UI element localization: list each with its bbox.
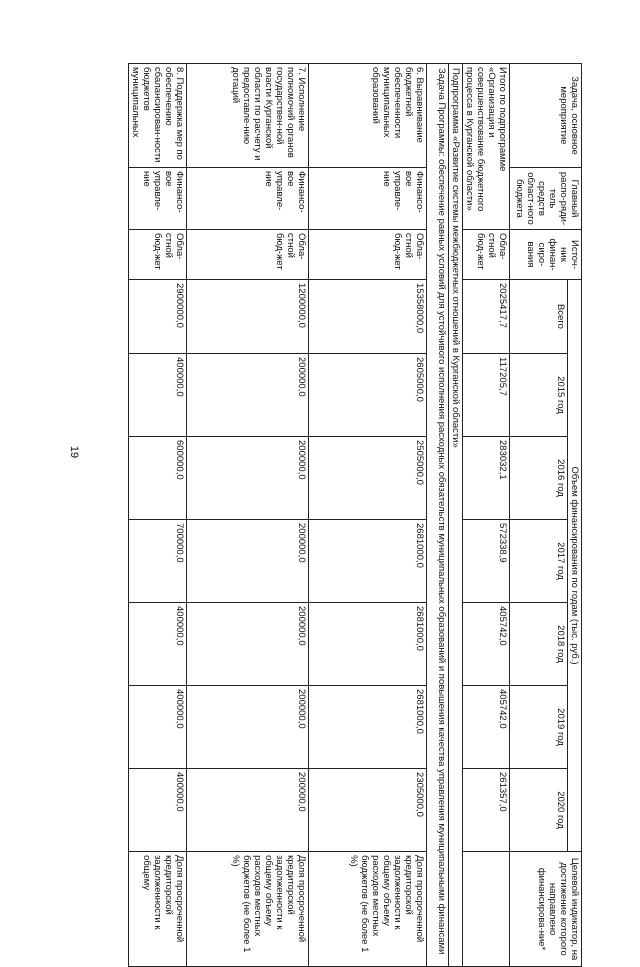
header-year: 2015 год: [510, 354, 568, 437]
header-indicator: Целевой индикатор, на достижение которого направлено финансирова-ние*: [510, 852, 582, 967]
subtotal-value: 283032,1: [463, 437, 510, 520]
header-volume: Объем финансирования по годам (тыс. руб.): [568, 280, 582, 852]
page-number: 19: [68, 445, 81, 459]
budget-table-sheet: [96, 63, 582, 966]
row-total: 15358000,0: [309, 280, 427, 354]
row-indicator: Доля просроченной кредиторской задолженности к общему объему расходов местных бюджетов (не более 1 %): [309, 852, 427, 967]
table-row: [187, 64, 309, 967]
row-value: 700000,0: [129, 520, 187, 603]
row-task: 7. Исполнение полномочий органов государствен-ной власти Курганской области по расчету и предоставле-нию дотаций: [187, 64, 309, 168]
subtotal-indicator: [463, 852, 510, 967]
financing-table: [128, 63, 582, 967]
row-value: 200000,0: [187, 520, 309, 603]
row-value: 400000,0: [129, 603, 187, 686]
row-value: 2505000,0: [309, 437, 427, 520]
row-source: Обла-стной бюд-жет: [309, 230, 427, 280]
row-value: 200000,0: [187, 437, 309, 520]
row-source: Обла-стной бюд-жет: [187, 230, 309, 280]
row-total: 2900000,0: [129, 280, 187, 354]
row-task: 6. Выравнивание бюджетной обеспеченности муниципальных образований: [309, 64, 427, 168]
row-manager: Финансо-вое управле-ние: [129, 168, 187, 230]
row-task: 8. Поддержка мер по обеспечению сбалансирован-ности бюджетов муниципальных: [129, 64, 187, 168]
row-value: 200000,0: [187, 603, 309, 686]
row-indicator: Доля просроченной кредиторской задолженности к общему объему расходов местных бюджетов (не более 1 %): [187, 852, 309, 967]
subtotal-value: 405742,0: [463, 686, 510, 769]
row-indicator: Доля просроченной кредиторской задолженности к общему: [129, 852, 187, 967]
header-year: 2019 год: [510, 686, 568, 769]
header-year: 2016 год: [510, 437, 568, 520]
header-year: 2017 год: [510, 520, 568, 603]
header-year: 2018 год: [510, 603, 568, 686]
subtotal-value: 572338,9: [463, 520, 510, 603]
row-value: 400000,0: [129, 686, 187, 769]
header-total: Всего: [510, 280, 568, 354]
row-source: Обла-стной бюд-жет: [129, 230, 187, 280]
row-value: 2681000,0: [309, 520, 427, 603]
row-value: 2681000,0: [309, 603, 427, 686]
row-value: 400000,0: [129, 769, 187, 852]
row-value: 200000,0: [187, 354, 309, 437]
subtotal-value: 261357,0: [463, 769, 510, 852]
table-row: [309, 64, 427, 967]
row-value: 2305000,0: [309, 769, 427, 852]
row-value: 200000,0: [187, 769, 309, 852]
row-value: 400000,0: [129, 354, 187, 437]
row-manager: Финансо-вое управле-ние: [309, 168, 427, 230]
header-manager: Главный распо-ряди-тель средств област-ного бюджета: [510, 168, 582, 230]
row-value: 200000,0: [187, 686, 309, 769]
header-year: 2020 год: [510, 769, 568, 852]
program-task: Задача Программы: обеспечение равных условий для устойчивого исполнения расходных обязательств муниципальных образований и повышения качества управления муниципальными финансами: [427, 64, 449, 967]
subtotal-source: Обла-стной бюд-жет: [463, 230, 510, 280]
header-source: Источ-ник финан-сиро-вания: [510, 230, 582, 280]
row-value: 2605000,0: [309, 354, 427, 437]
header-task: Задача, основное мероприятие: [510, 64, 582, 168]
subprogram-title: Подпрограмма «Развитие системы межбюджетных отношений в Курганской области»: [449, 64, 463, 967]
subtotal-value: 117205,7: [463, 354, 510, 437]
subtotal-label: Итого по подпрограмме «Организация и совершенствование бюджетного процесса в Курганской области»: [463, 64, 510, 230]
row-total: 1200000,0: [187, 280, 309, 354]
row-manager: Финансо-вое управле-ние: [187, 168, 309, 230]
row-value: 2681000,0: [309, 686, 427, 769]
table-row: [129, 64, 187, 967]
subtotal-row: [463, 64, 510, 967]
subtotal-total: 2025417,7: [463, 280, 510, 354]
subtotal-value: 405742,0: [463, 603, 510, 686]
row-value: 600000,0: [129, 437, 187, 520]
